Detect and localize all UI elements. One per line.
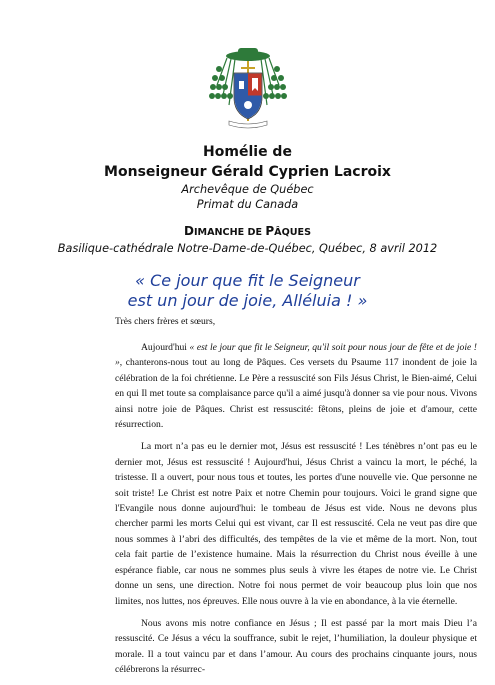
occasion-p: P (265, 224, 275, 238)
quote-heading (0, 271, 495, 311)
quote-line-1: « Ce jour que fit le Seigneur (135, 271, 360, 290)
role-archbishop: Archevêque de Québec (181, 183, 314, 196)
p1-rest: , chanterons-nous tout au long de Pâques. Ces versets du Psaume 117 inondent de joie la célébration de la foi chrétienne. Le Père a ressuscité son Fils Jésus Christ, le Bien-aimé, Celui en qui Il met toute sa complaisance parce qu'il a aimé jusqu'à donner sa vie pour nous. Vivons ainsi notre joie de Pâques. Christ est ressuscité: fêtons, pleins de joie et d'amour, cette résurrection. (115, 357, 477, 431)
occasion-rest: IMANCHE DE (193, 227, 266, 238)
role-primate: Primat du Canada (196, 198, 299, 211)
p1-start: Aujourd'hui (141, 342, 190, 353)
paragraph-1 (115, 340, 477, 432)
homily-body (115, 340, 477, 685)
quote-line-2: est un jour de joie, Alléluia ! » (127, 291, 368, 310)
paragraph-3: Nous avons mis notre confiance en Jésus ; Il est passé par la mort mais Dieu l’a ressuscité. Ce Jésus a vécu la souffrance, subit le rejet, l’humiliation, la douleur physique et morale. Il a tout vaincu par et dans l’amour. Au cours des prochains cinquante jours, nous célébrerons la résurrec- (115, 617, 477, 676)
salutation: Très chers frères et sœurs, (115, 316, 216, 327)
coat-of-arms-icon (209, 45, 287, 130)
p1-quote: « est le jour que fit le Seigneur, qu'il soit pour nous jour de fête et de joie ! » (115, 342, 477, 369)
author-name: Monseigneur Gérald Cyprien Lacroix (104, 164, 391, 180)
occasion-initial: D (183, 224, 194, 238)
title-line-1: Homélie de (203, 144, 292, 160)
occasion-title (0, 223, 495, 241)
place-date: Basilique-cathédrale Notre-Dame-de-Québec, Québec, 8 avril 2012 (57, 242, 438, 255)
paragraph-2: La mort n’a pas eu le dernier mot, Jésus est ressuscité ! Les ténèbres n’ont pas eu le dernier mot, Jésus est ressuscité ! Aujourd'hui, Jésus Christ a vaincu la mort, le péché, la tristesse. Il a ouvert, pour nous tous et toutes, les portes d'une nouvelle vie. Que personne ne soit triste! Le Christ est notre Paix et notre Chemin pour toujours. Voici le grand signe que l'Evangile nous donne aujourd'hui: le tombeau de Jésus est vide. Nous ne devons plus chercher parmi les morts Celui qui est vivant, car Il est ressuscité. Cela ne veut pas dire que nous sommes à l’abri des difficultés, des tempêtes de la vie et même de la mort. Non, tout cela fait partie de l’existence humaine. Mais la résurrection du Christ nous éveille à une espérance fiable, car nous ne sommes plus seuls à vivre les étapes de notre vie. Le Christ donne un sens, une direction. Notre foi nous permet de voir beaucoup plus loin que nos limites, nos luttes, nos épreuves. Elle nous ouvre à la vie en abondance, à la vie éternelle. (115, 441, 477, 607)
occasion-aques: ÂQUES (274, 227, 311, 238)
header-block (0, 140, 495, 311)
